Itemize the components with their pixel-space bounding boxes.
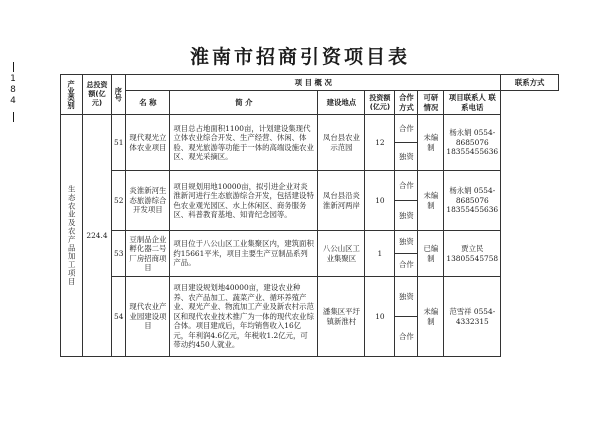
table-row — [61, 277, 559, 317]
contact-phone: 0554-4332315 — [455, 307, 496, 326]
header-industry-type — [61, 75, 83, 115]
seq-cell: 52 — [112, 171, 126, 231]
feasibility-status: 未编制 — [418, 277, 444, 357]
project-location: 潘集区平圩镇新淮村 — [318, 277, 365, 357]
contact-phone: 13805545758 — [446, 253, 499, 263]
page-title: 淮南市招商引资项目表 — [189, 46, 410, 68]
contact-person: 杨永娟 — [449, 128, 472, 138]
contact-cell — [444, 171, 501, 231]
project-name: 现代农业产业园建设项目 — [126, 277, 170, 357]
project-intro: 项目总占地面积1100亩，计划建设集现代立体农业综合开发、生产经营、休闲、体验、观光旅游等功能于一体的高端设施农业区、观光采摘区。 — [170, 115, 318, 171]
project-investment: 1 — [365, 231, 395, 277]
project-name: 现代观光立体农业项目 — [126, 115, 170, 171]
cooperation-2: 合作 — [395, 317, 418, 357]
project-location: 凤台县农业示范园 — [318, 115, 365, 171]
page-number-text: 184 — [8, 74, 18, 107]
header-cooperation: 合作方式 — [395, 91, 418, 115]
header-row-2 — [61, 91, 559, 115]
table-row — [61, 115, 559, 143]
contact-person: 贾立民 — [461, 244, 484, 254]
header-name: 名 称 — [126, 91, 170, 115]
header-seq-label: 序号 — [114, 87, 124, 102]
header-contact-person: 项目联系人 — [448, 93, 486, 103]
project-investment: 12 — [365, 115, 395, 171]
cooperation-1: 独资 — [395, 277, 418, 317]
header-row-1 — [61, 75, 559, 91]
total-investment-cell: 224.4 — [83, 115, 112, 357]
header-contact-person-and-phone — [444, 91, 501, 115]
contact-person: 杨永娟 — [449, 186, 472, 196]
header-intro: 简 介 — [170, 91, 318, 115]
contact-cell — [444, 277, 501, 357]
cooperation-1: 合作 — [395, 115, 418, 143]
project-location: 八公山区工业集聚区 — [318, 231, 365, 277]
seq-cell: 54 — [112, 277, 126, 357]
header-overview: 项 目 概 况 — [126, 75, 501, 91]
table-row — [61, 231, 559, 254]
cooperation-2: 独资 — [395, 143, 418, 171]
feasibility-status: 未编制 — [418, 171, 444, 231]
feasibility-status: 已编制 — [418, 231, 444, 277]
header-location: 建设地点 — [318, 91, 365, 115]
cooperation-1: 独资 — [395, 231, 418, 254]
cooperation-1: 合作 — [395, 171, 418, 201]
project-intro: 项目位于八公山区工业集聚区内，建筑面积约15661平米，项目主要生产豆制品系列产品。 — [170, 231, 318, 277]
industry-cell — [61, 115, 83, 357]
seq-cell: 51 — [112, 115, 126, 171]
page-number-rule-bottom — [13, 112, 14, 122]
investment-projects-table — [60, 74, 559, 357]
project-investment: 10 — [365, 277, 395, 357]
project-intro: 项目规划用地10000亩，拟引进企业对炎淮新河进行生态旅游综合开发，包括建设特色农业观光园区、水上休闲区、商务服务区、科普教育基地、知青纪念园等。 — [170, 171, 318, 231]
project-investment: 10 — [365, 171, 395, 231]
contact-cell — [444, 231, 501, 277]
header-investment: 投资额(亿元) — [365, 91, 395, 115]
project-name: 炎淮新河生态旅游综合开发项目 — [126, 171, 170, 231]
contact-cell — [444, 115, 501, 171]
project-name: 豆制品企业孵化器二号厂房招商项目 — [126, 231, 170, 277]
header-contact-phone: 联系电话 — [461, 93, 496, 112]
industry-label: 生态农业及农产品加工项目 — [67, 185, 77, 286]
contact-person: 范雪祥 — [449, 307, 472, 317]
project-intro: 项目建设规划地40000亩，建设农业种养、农产品加工、蔬菜产业、循环养殖产业、观光产业、物流加工产业及新农村示范区和现代农业技术推广为一体的现代农业综合体。项目建成后，年均销售收入16亿元，年利润4.6亿元，年税收1.2亿元，可带动约450人就业。 — [170, 277, 318, 357]
header-industry-type-label: 产业类别 — [67, 80, 77, 109]
header-seq — [112, 75, 126, 115]
header-contact-group: 联系方式 — [501, 75, 559, 91]
header-total-investment: 总投资额(亿元) — [83, 75, 112, 115]
table-row — [61, 171, 559, 201]
contact-phone: 0554-8685076 18355455636 — [446, 128, 499, 157]
cooperation-2: 合作 — [395, 254, 418, 277]
contact-phone: 0554-8685076 18355455636 — [446, 186, 499, 215]
cooperation-2: 独资 — [395, 201, 418, 231]
seq-cell: 53 — [112, 231, 126, 277]
header-feasibility: 可研情况 — [418, 91, 444, 115]
page-number — [6, 60, 20, 124]
feasibility-status: 未编制 — [418, 115, 444, 171]
project-location: 凤台县沿炎淮新河两岸 — [318, 171, 365, 231]
